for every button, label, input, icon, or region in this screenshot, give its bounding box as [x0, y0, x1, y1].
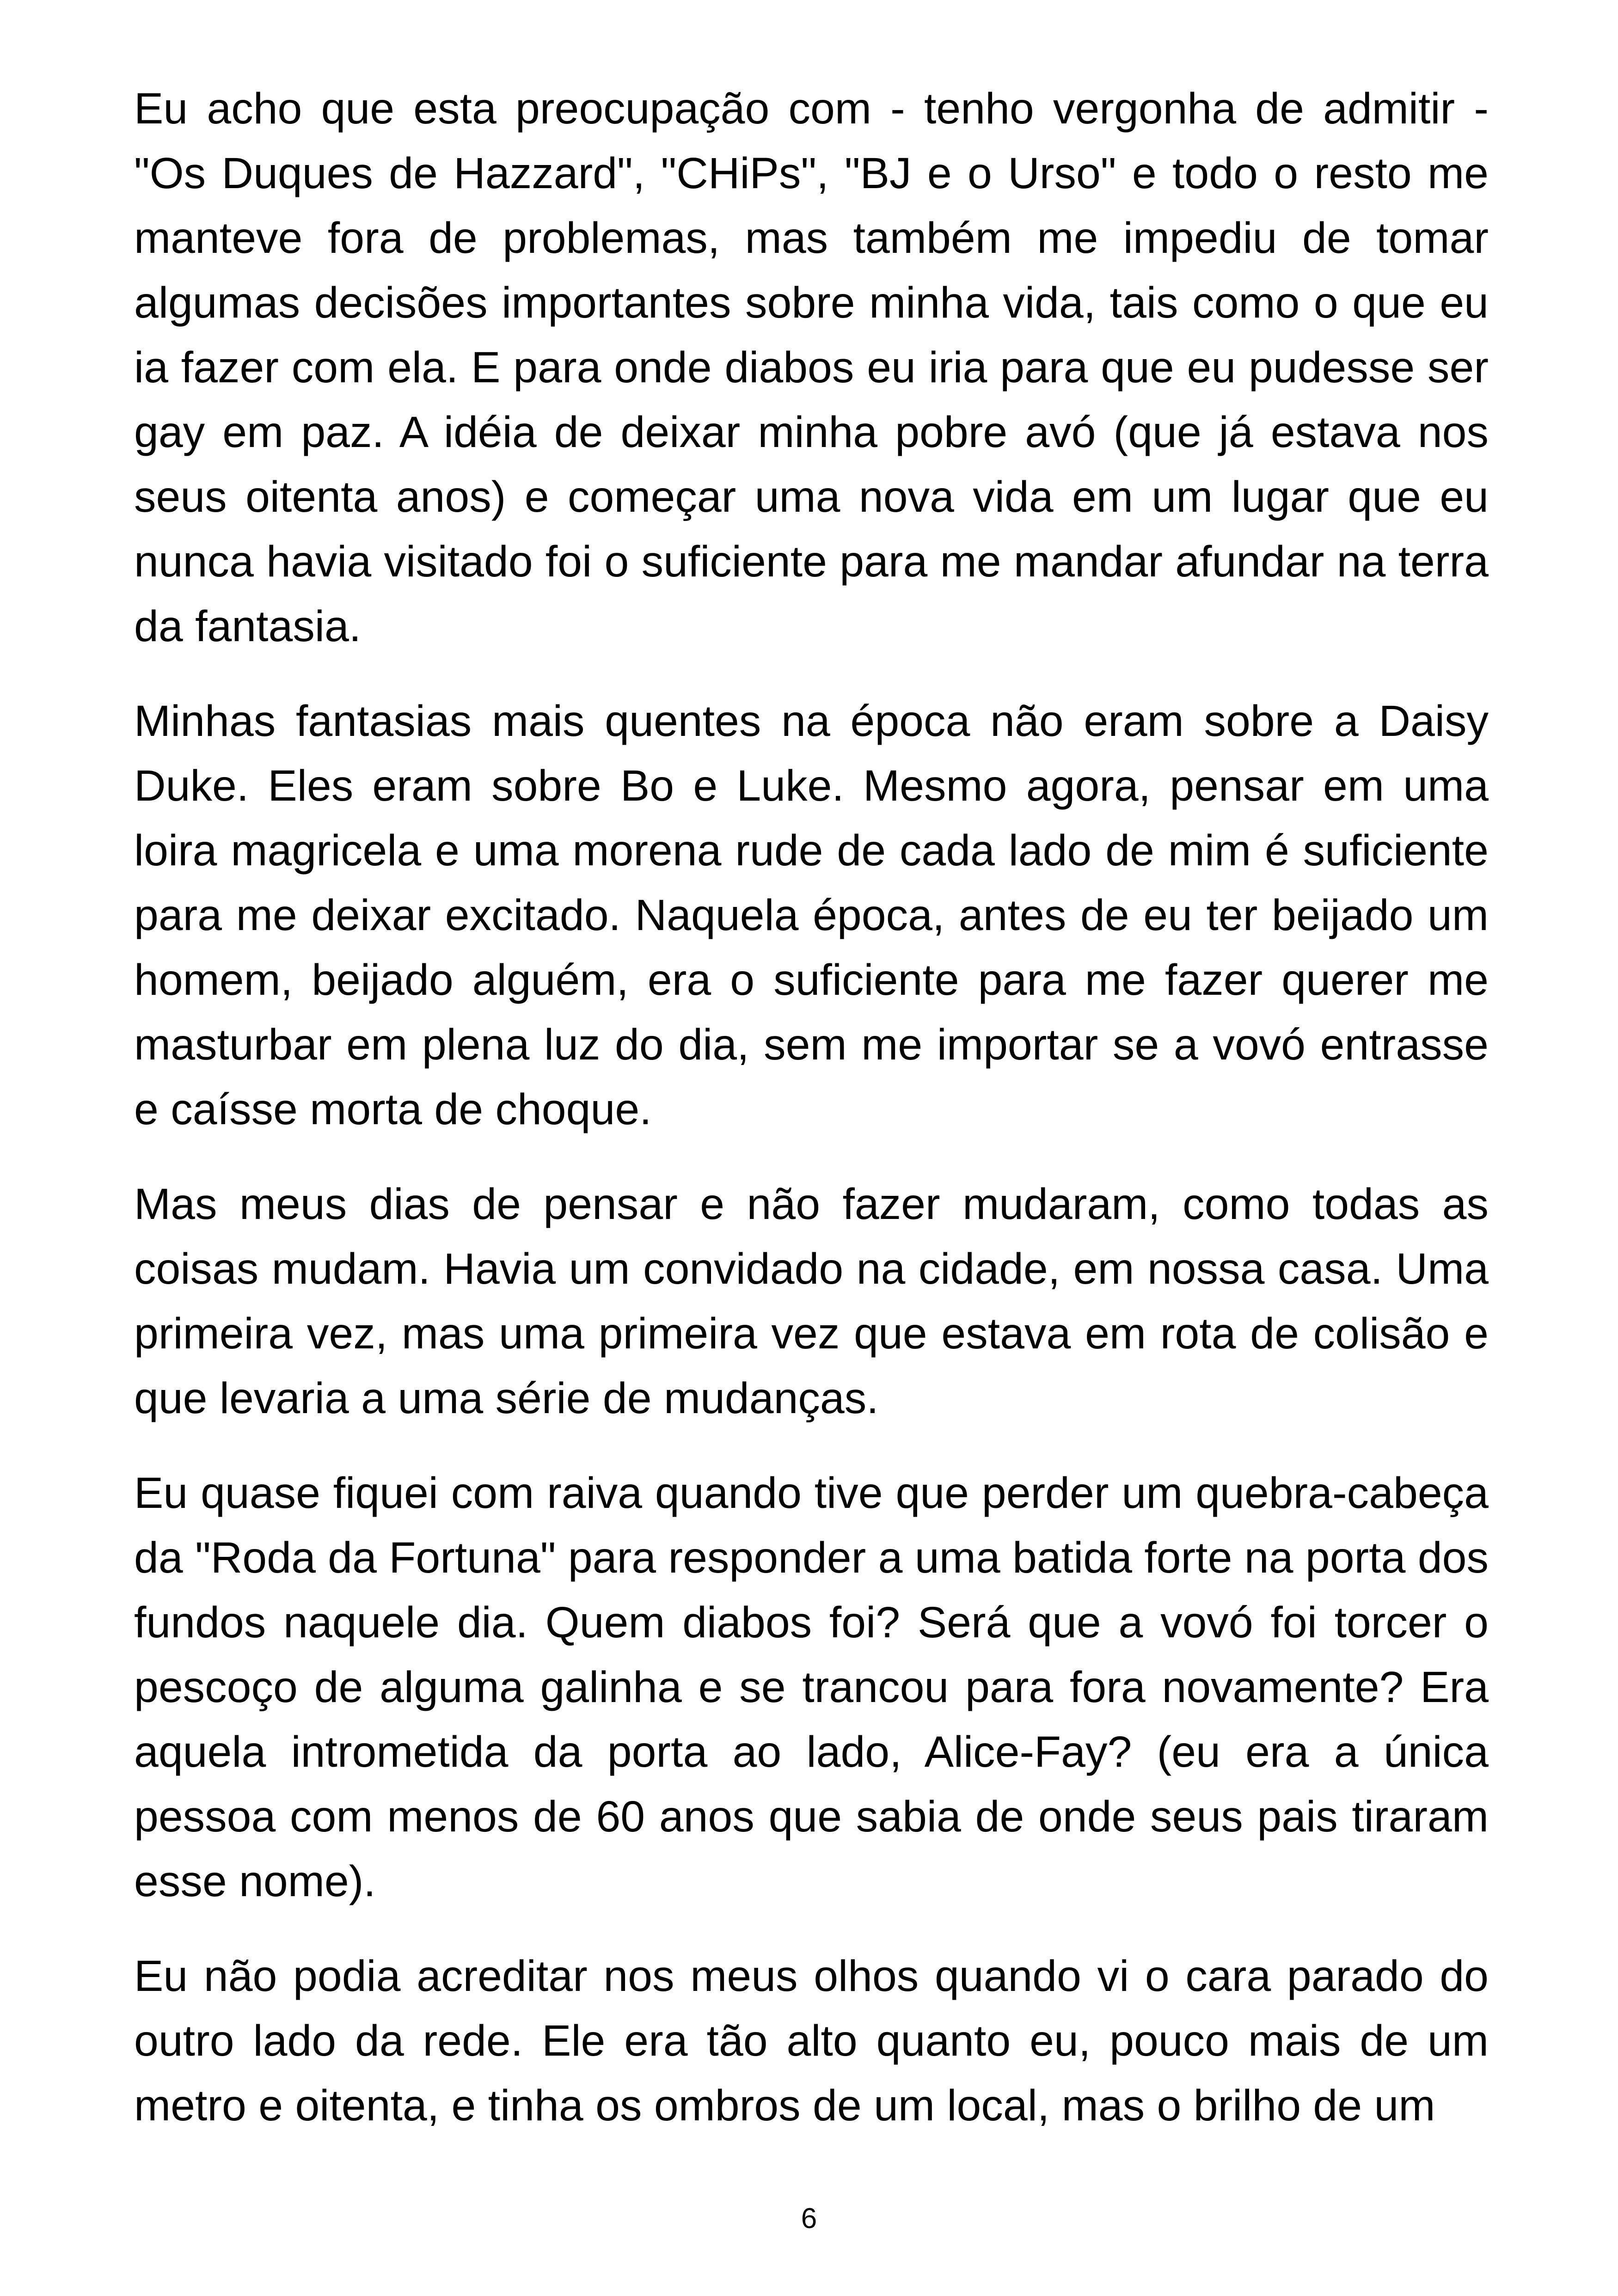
paragraph-3: Mas meus dias de pensar e não fazer mudaram, como todas as coisas mudam. Havia um convidado na cidade, em nossa casa. Uma primeira vez, mas uma primeira vez que estava em rota de colisão e que levaria a uma série de mudanças. — [134, 1180, 1489, 1423]
page-number: 6 — [801, 2203, 817, 2235]
paragraph-2: Minhas fantasias mais quentes na época não eram sobre a Daisy Duke. Eles eram sobre Bo e Luke. Mesmo agora, pensar em uma loira magricela e uma morena rude de cada lado de mim é suficiente para me deixar excitado. Naquela época, antes de eu ter beijado um homem, beijado alguém, era o suficiente para me fazer querer me masturbar em plena luz do dia, sem me importar se a vovó entrasse e caísse morta de choque. — [134, 697, 1489, 1134]
paragraph-5: Eu não podia acreditar nos meus olhos quando vi o cara parado do outro lado da rede. Ele era tão alto quanto eu, pouco mais de um metro e oitenta, e tinha os ombros de um local, mas o brilho de um — [134, 1952, 1489, 2130]
body-text — [134, 76, 1489, 2168]
paragraph-4: Eu quase fiquei com raiva quando tive que perder um quebra-cabeça da "Roda da Fortuna" para responder a uma batida forte na porta dos fundos naquele dia. Quem diabos foi? Será que a vovó foi torcer o pescoço de alguma galinha e se trancou para fora novamente? Era aquela intrometida da porta ao lado, Alice-Fay? (eu era a única pessoa com menos de 60 anos que sabia de onde seus pais tiraram esse nome). — [134, 1469, 1489, 1906]
paragraph-1: Eu acho que esta preocupação com - tenho vergonha de admitir - "Os Duques de Hazzard", "CHiPs", "BJ e o Urso" e todo o resto me manteve fora de problemas, mas também me impediu de tomar algumas decisões importantes sobre minha vida, tais como o que eu ia fazer com ela. E para onde diabos eu iria para que eu pudesse ser gay em paz. A idéia de deixar minha pobre avó (que já estava nos seus oitenta anos) e começar uma nova vida em um lugar que eu nunca havia visitado foi o suficiente para me mandar afundar na terra da fantasia. — [134, 84, 1489, 651]
